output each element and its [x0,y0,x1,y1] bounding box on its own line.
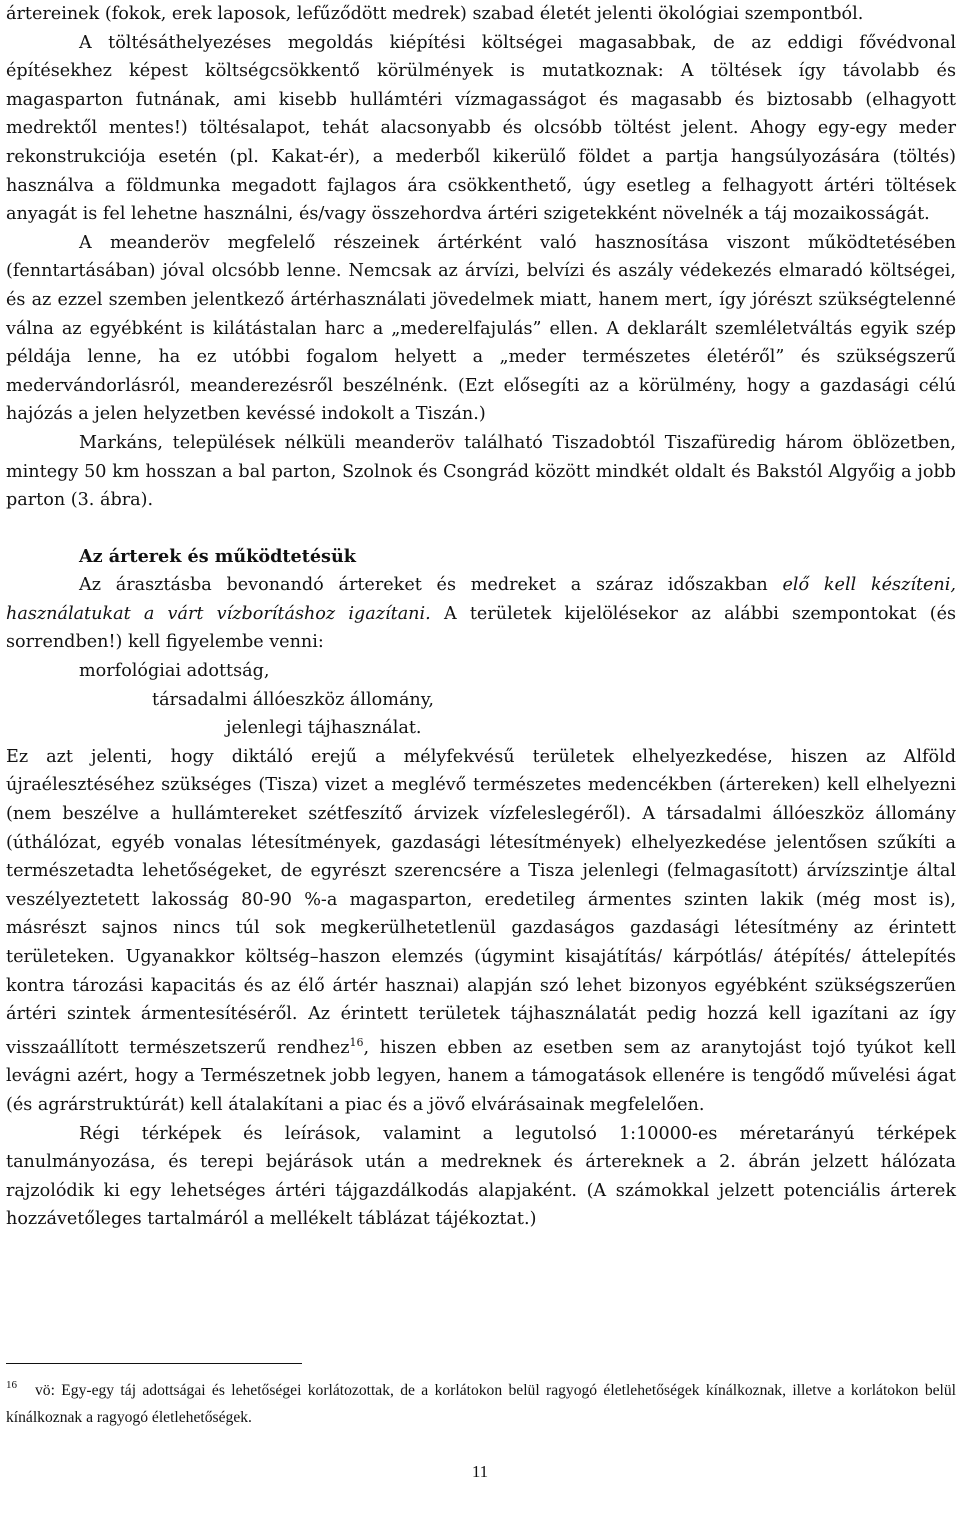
paragraph-text: Az árasztásba bevonandó ártereket és medreket a száraz időszakban [79,575,783,596]
list-item: jelenlegi tájhasználat. [6,714,956,743]
paragraph-text: Ez azt jelenti, hogy diktáló erejű a mélyfekvésű területek elhelyezkedése, hiszen az Alföld újraélesztéséhez szükséges (Tisza) vizet a meglévő természetes medencékben (ártereken) kell elhelyezni (nem beszélve a hullámtereket szétfeszítő árvizek vízfeleslegéről). A társadalmi állóeszköz állomány (úthálózat, egyéb vonalas létesítmények, gazdasági létesítmények) elhelyezkedése jelentősen szűkíti a természetadta lehetőségeket, de egyrészt szerencsére a Tisza jelenlegi (felmagasított) árvízszintje által veszélyeztetett lakosság 80-90 %-a magasparton, eredetileg ármentes szinten lakik (még most is), másrészt sajnos nincs túl sok megkerülhetetlenül gazdaságos gazdasági létesítmény az érintett területeken. Ugyanakkor költség–haszon elemzés (úgymint kisajátítás/ kárpótlás/ átépítés/ áttelepítés kontra tározási kapacitás és az élő ártér hasznai) alapján szó lehet bizonyos egyébként szükségszerűen ártéri szintek ármentesítéséről. Az érintett területek tájhasználatát pedig hozzá kell igazítani az így visszaállított természetszerű rendhez [6,746,956,1058]
paragraph-text: , hiszen ebben az esetben sem az aranytojást tojó tyúkot kell levágni azért, hogy a Természetnek jobb legyen, hanem a támogatások ellenére is tengődő művelési ágat (és agrárstruktúrát) kell átalakítani a piac és a jövő elvárásainak megfelelően. [6,1037,956,1115]
emphasized-text: elő kell készíteni, használatukat a várt vízborításhoz igazítani. [6,575,956,624]
paragraph-floodplain-preparation [6,571,956,657]
footnote-number: 16 [6,1379,17,1391]
page-number: 11 [471,1462,489,1481]
paragraph-meander-belt-use: A meanderöv megfelelő részeinek ártérként való hasznosítása viszont működtetésében (fenntartásában) jóval olcsóbb lenne. Nemcsak az árvízi, belvízi és aszály védekezés elmaradó költségei, és az ezzel szemben jelentkező ártérhasználati jövedelmek miatt, hanem mert, így jórészt szükségtelenné válna az egyébként is kilátástalan harc a „mederelfajulás” ellen. A deklarált szemléletváltás egyik szép példája lenne, ha ez utóbbi fogalom helyett a „meder természetes életéről” és szükségszerű medervándorlásról, meanderezésről beszélnénk. (Ezt elősegíti az a körülmény, hogy a gazdasági célú hajózás a jelen helyzetben kevéssé indokolt a Tiszán.) [6,232,956,425]
body-text [6,0,956,1234]
list-item: morfológiai adottság, [6,657,956,686]
paragraph-embankment-relocation: A töltésáthelyezéses megoldás kiépítési költségei magasabbak, de az eddigi fővédvonal építésekhez képest költségcsökkentő körülmények is mutatkoznak: A töltések így távolabb és magasparton futnának, ami kisebb hullámtéri vízmagasságot és magasabb és biztosabb (elhagyott medrektől mentes!) töltésalapot, tehát alacsonyabb és olcsóbb töltést jelent. Ahogy egy-egy meder rekonstrukciója esetén (pl. Kakat-ér), a mederből kikerülő földet a partja hangsúlyozására (töltés) használva a földmunka megadott fajlagos ára csökkenthető, úgy esetleg a felhagyott ártéri töltések anyagát is fel lehetne használni, és/vagy összehordva ártéri szigetekként növelnék a táj mozaikosságát. [6,32,956,225]
footnote-reference[interactable]: 16 [349,1035,364,1049]
paragraph-old-maps: Régi térképek és leírások, valamint a legutolsó 1:10000-es méretarányú térképek tanulmányozása, és terepi bejárások után a medreknek és ártereknek a 2. ábrán jelzett hálózata rajzolódik ki egy lehetséges ártéri tájgazdálkodás alapjaként. (A számokkal jelzett potenciális árterek hozzávetőleges tartalmáról a mellékelt táblázat tájékoztat.) [6,1123,956,1230]
footnote-divider [6,1363,302,1364]
paragraph-meander-locations: Markáns, települések nélküli meanderöv található Tiszadobtól Tiszafüredig három öblözetben, mintegy 50 km hosszan a bal parton, Szolnok és Csongrád között mindkét oldalt és Bakstól Algyőig a jobb parton (3. ábra). [6,432,956,511]
section-heading: Az árterek és működtetésük [79,545,356,567]
list-item: társadalmi állóeszköz állomány, [6,686,956,715]
paragraph-implications [6,743,956,1120]
footnote-body [6,1372,956,1431]
paragraph-text: A területek kijelölésekor az alábbi szempontokat (és sorrendben!) kell figyelembe venni: [6,603,957,653]
paragraph-continuation: ártereinek (fokok, erek laposok, lefűződött medrek) szabad életét jelenti ökológiai szempontból. [6,4,864,24]
criteria-list [6,657,956,743]
footnote-text: vö: Egy-egy táj adottságai és lehetőségei korlátozottak, de a korlátokon belül ragyogó életlehetőségek kínálkoznak, illetve a korlátokon belül kínálkoznak a ragyogó életlehetőségek. [6,1382,956,1426]
footnote [6,1372,956,1431]
